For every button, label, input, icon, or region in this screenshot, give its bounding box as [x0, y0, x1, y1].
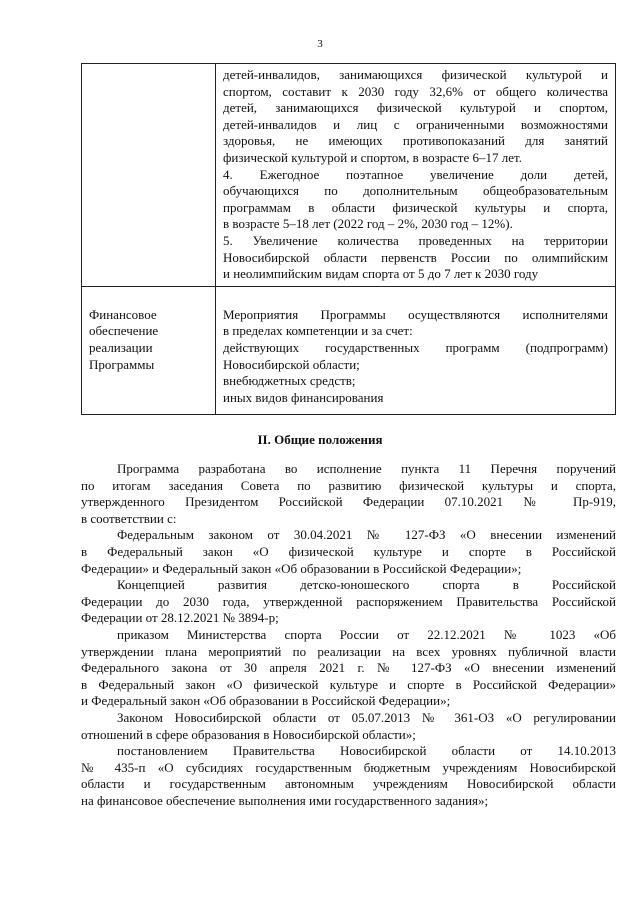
- paragraph: [81, 627, 616, 710]
- text-line: 5. Увеличение количества проведенных на территории: [223, 232, 608, 248]
- table-label-cell: [82, 286, 216, 415]
- text-line: Программа разработана во исполнение пункта 11 Перечня поручений: [117, 461, 616, 476]
- text-line: и Федеральный закон «Об образовании в Российской Федерации»;: [81, 693, 451, 709]
- text-line: в соответствии с:: [81, 510, 177, 526]
- text-line: и неолимпийским видам спорта от 5 до 7 лет к 2030 году: [223, 266, 539, 282]
- paragraph: [81, 461, 616, 527]
- text-line: на финансовое обеспечение выполнения ими государственного задания»;: [81, 792, 489, 808]
- text-line: № 435-п «О субсидиях государственным бюджетным учреждениям Новосибирской: [81, 759, 616, 775]
- section-body: [81, 461, 616, 809]
- text-line: спортом, составит к 2030 году 32,6% от общего количества: [223, 83, 608, 99]
- text-line: Федерального закона от 30 апреля 2021 г. № 127-ФЗ «О внесении изменений: [81, 660, 616, 676]
- text-line: области и государственным автономным учреждениям Новосибирской области: [81, 776, 616, 792]
- text-line: в Федеральный закон «О физической культуре и спорте в Российской: [81, 543, 616, 559]
- paragraph: [81, 577, 616, 627]
- text-line: Новосибирской области первенств России по олимпийским: [223, 249, 608, 265]
- text-line: по итогам заседания Совета по развитию физической культуры и спорта,: [81, 477, 616, 493]
- text-line: Федерации» и Федеральный закон «Об образовании в Российской Федерации»;: [81, 560, 522, 576]
- program-passport-table: [81, 63, 616, 415]
- text-line: иных видов финансирования: [223, 389, 384, 405]
- page-number: 3: [317, 38, 323, 50]
- text-line: утвержденного Президентом Российской Федерации 07.10.2021 № Пр-919,: [81, 494, 616, 510]
- label-line: реализации: [89, 339, 153, 355]
- text-line: в пределах компетенции и за счет:: [223, 323, 413, 339]
- text-line: внебюджетных средств;: [223, 373, 356, 389]
- paragraph: [81, 527, 616, 577]
- text-line: Федеральным законом от 30.04.2021 № 127-ФЗ «О внесении изменений: [117, 527, 616, 543]
- label-line: Финансовое: [89, 306, 157, 322]
- text-line: приказом Министерства спорта России от 22.12.2021 № 1023 «Об: [117, 626, 616, 642]
- table-row: [82, 64, 616, 287]
- text-line: детей-инвалидов и лиц с ограниченными возможностями: [223, 116, 608, 132]
- text-line: утверждении плана мероприятий по реализации на всех уровнях публичной власти: [81, 643, 616, 659]
- text-line: Федерации от 28.12.2021 № 3894-р;: [81, 610, 279, 626]
- text-line: действующих государственных программ (подпрограмм): [223, 339, 608, 355]
- text-line: Концепцией развития детско-юношеского спорта в Российской: [117, 577, 616, 593]
- text-line: детей, занимающихся физической культурой и спортом,: [223, 100, 608, 116]
- text-line: постановлением Правительства Новосибирской области от 14.10.2013: [117, 743, 616, 759]
- table-value-cell: [216, 64, 616, 287]
- text-line: Новосибирской области;: [223, 356, 360, 372]
- paragraph: [81, 710, 616, 743]
- text-line: Законом Новосибирской области от 05.07.2013 № 361-ОЗ «О регулировании: [117, 709, 616, 725]
- label-line: обеспечение: [89, 323, 159, 339]
- text-line: детей-инвалидов, занимающихся физической культурой и: [223, 67, 608, 82]
- label-line: Программы: [89, 356, 155, 372]
- text-line: обучающихся по дополнительным общеобразовательным: [223, 183, 608, 199]
- text-line: 4. Ежегодное поэтапное увеличение доли детей,: [223, 166, 608, 182]
- text-line: Федерации до 2030 года, утвержденной распоряжением Правительства Российской: [81, 593, 616, 609]
- text-line: в возрасте 5–18 лет (2022 год – 2%, 2030 год – 12%).: [223, 216, 513, 232]
- text-line: программам в области физической культуры и спорта,: [223, 199, 608, 215]
- paragraph: [81, 743, 616, 809]
- table-value-cell: [216, 286, 616, 415]
- text-line: здоровья, не имеющих противопоказаний для занятий: [223, 133, 608, 149]
- text-line: Мероприятия Программы осуществляются исполнителями: [223, 306, 608, 322]
- section-heading: II. Общие положения: [257, 432, 383, 447]
- table-label-cell: [82, 64, 216, 287]
- text-line: в Федеральный закон «О физической культуре и спорте в Российской Федерации»: [81, 676, 616, 692]
- text-line: физической культурой и спортом, в возрасте 6–17 лет.: [223, 149, 522, 165]
- table-row: [82, 286, 616, 415]
- text-line: отношений в сфере образования в Новосибирской области»;: [81, 726, 416, 742]
